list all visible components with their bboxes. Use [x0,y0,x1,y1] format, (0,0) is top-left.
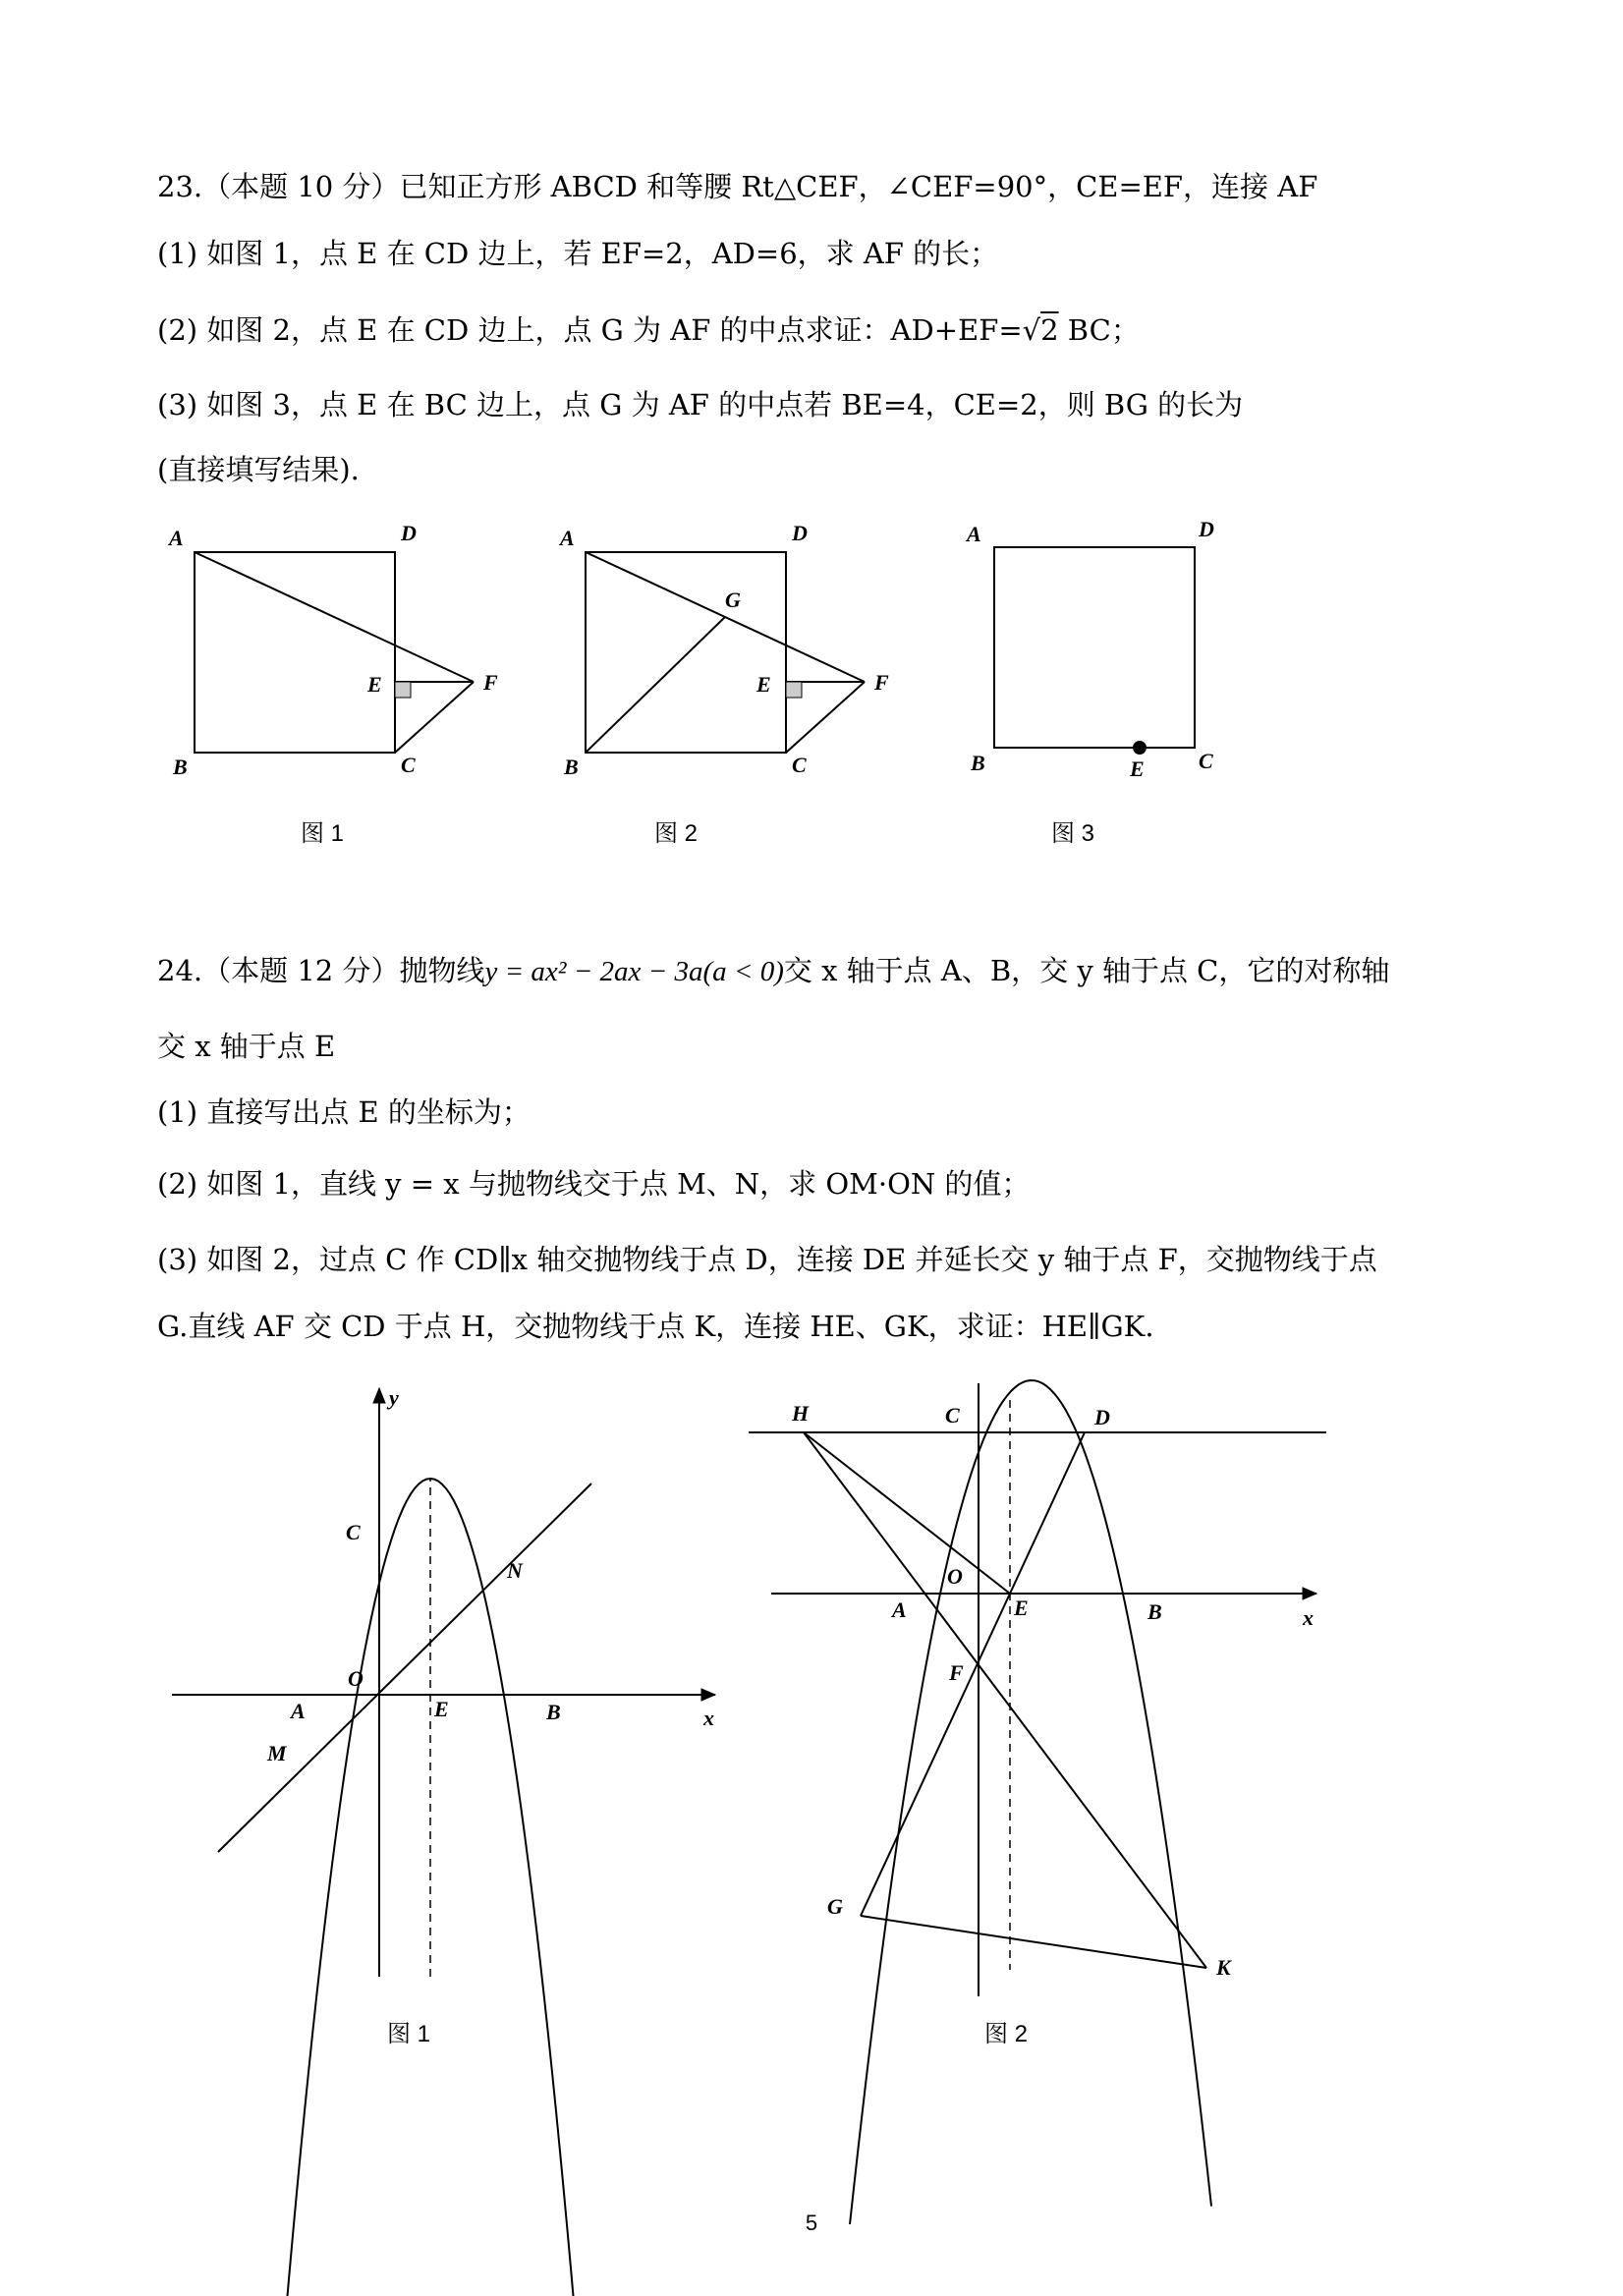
line-y-equals-x [218,1484,591,1852]
label-c: C [792,753,807,777]
segment-af [195,552,474,682]
label-h: H [792,1401,810,1426]
label-f: F [483,670,498,695]
label-a: A [892,1597,907,1622]
label-a: A [291,1699,306,1723]
label-c: C [401,753,416,777]
label-x: x [1303,1605,1314,1630]
label-o: O [947,1564,963,1589]
page-number: 5 [805,2211,818,2235]
line-dg [861,1432,1085,1916]
q24-part2: (2) 如图 1，直线 y = x 与抛物线交于点 M、N，求 OM·ON 的值； [157,1167,1031,1201]
label-d: D [401,521,417,545]
q24-part3-cont: G.直线 AF 交 CD 于点 H，交抛物线于点 K，连接 HE、GK，求证：HE∥GK. [157,1310,1154,1343]
point-e [1134,742,1146,754]
square-abcd [994,547,1195,748]
q24-stem2: 交 x 轴于点 E [157,1030,336,1063]
label-e: E [1014,1596,1029,1620]
label-m: M [267,1741,287,1765]
label-b: B [173,755,188,779]
q24-stem-a: 24.（本题 12 分）抛物线 [157,954,485,987]
q23-figure-3 [994,547,1195,754]
label-b: B [564,755,579,779]
label-g: G [827,1894,843,1919]
q23-stem: 23.（本题 10 分）已知正方形 ABCD 和等腰 Rt△CEF，∠CEF=90°，CE=EF，连接 AF [157,170,1318,203]
y-axis-arrow [373,1388,385,1403]
label-g: G [725,588,741,612]
label-b: B [1147,1599,1162,1624]
caption-q23-fig1: 图 1 [301,820,345,847]
q23-figure-2 [586,552,865,753]
x-axis-arrow [701,1689,715,1701]
q23-figure-1 [195,552,474,753]
right-angle-mark [395,682,411,698]
label-f: F [874,670,889,695]
label-e: E [434,1697,449,1721]
segment-bg [586,617,725,753]
caption-q23-fig3: 图 3 [1051,820,1095,847]
label-y: y [389,1385,399,1410]
label-n: N [507,1558,523,1583]
parabola [850,1380,1211,2224]
label-b: B [546,1700,561,1724]
q23-part2-tail: BC； [1067,313,1140,347]
label-d: D [1199,517,1214,541]
label-o: O [348,1666,364,1691]
label-a: A [967,522,981,546]
q24-figure-1 [172,1388,715,2296]
q23-part3: (3) 如图 3，点 E 在 BC 边上，点 G 为 AF 的中点若 BE=4，CE=2，则 BG 的长为 [157,388,1244,421]
label-c: C [1199,749,1213,773]
q24-part3: (3) 如图 2，过点 C 作 CD∥x 轴交抛物线于点 D，连接 DE 并延长交 y 轴于点 F，交抛物线于点 [157,1243,1377,1276]
label-a: A [169,526,184,550]
label-e: E [756,672,771,697]
label-c: C [945,1403,960,1428]
q23-part3-note: (直接填写结果). [157,453,360,486]
caption-q24-fig1: 图 1 [387,2021,431,2047]
sqrt-symbol: √2 [1022,313,1059,347]
segment-gk [861,1916,1206,1968]
q24-stem-b: 交 x 轴于点 A、B，交 y 轴于点 C，它的对称轴 [783,954,1390,987]
q24-formula: y = ax² − 2ax − 3a(a < 0) [484,956,784,987]
caption-q23-fig2: 图 2 [654,820,699,847]
right-angle-mark [786,682,802,698]
q23-part2-text: (2) 如图 2，点 E 在 CD 边上，点 G 为 AF 的中点求证：AD+EF= [157,313,1023,347]
label-f: F [949,1660,964,1685]
label-d: D [792,521,808,545]
caption-q24-fig2: 图 2 [984,2021,1029,2047]
label-x: x [703,1706,714,1730]
label-d: D [1094,1405,1110,1429]
q24-figure-2 [749,1380,1326,2224]
q23-part1: (1) 如图 1，点 E 在 CD 边上，若 EF=2，AD=6，求 AF 的长； [157,237,999,270]
label-c: C [346,1520,361,1544]
label-e: E [367,672,382,697]
label-b: B [971,751,985,775]
sqrt-radicand: 2 [1040,313,1059,347]
label-a: A [560,526,575,550]
square-abcd [195,552,395,753]
label-e: E [1130,756,1145,781]
x-axis-arrow [1303,1588,1316,1599]
q24-part1: (1) 直接写出点 E 的坐标为； [157,1095,531,1129]
line-hk [804,1432,1206,1968]
label-k: K [1216,1955,1231,1980]
